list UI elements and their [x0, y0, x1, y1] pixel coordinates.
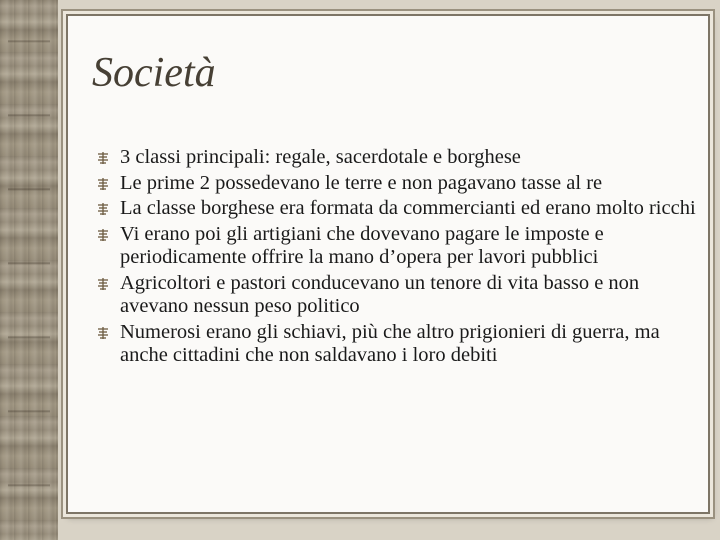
wheat-bullet-icon — [96, 228, 110, 242]
list-item — [96, 321, 696, 368]
bullet-text: La classe borghese era formata da commercianti ed erano molto ricchi — [120, 197, 696, 219]
list-item — [96, 272, 696, 319]
bullet-text: 3 classi principali: regale, sacerdotale e borghese — [120, 146, 521, 168]
wheat-bullet-icon — [96, 326, 110, 340]
wheat-bullet-icon — [96, 151, 110, 165]
list-item — [96, 197, 696, 221]
bullet-list — [96, 146, 696, 370]
bullet-text: Agricoltori e pastori conducevano un tenore di vita basso e non avevano nessun peso politico — [120, 271, 640, 317]
bullet-text: Vi erano poi gli artigiani che dovevano pagare le imposte e periodicamente offrire la mano d’opera per lavori pubblici — [120, 222, 604, 268]
wheat-bullet-icon — [96, 177, 110, 191]
wheat-bullet-icon — [96, 202, 110, 216]
wheat-bullet-icon — [96, 277, 110, 291]
list-item — [96, 172, 696, 196]
decorative-stone-strip — [0, 0, 58, 540]
list-item — [96, 223, 696, 270]
bullet-text: Le prime 2 possedevano le terre e non pagavano tasse al re — [120, 171, 603, 194]
bullet-text: Numerosi erano gli schiavi, più che altro prigionieri di guerra, ma anche cittadini che non saldavano i loro debiti — [120, 320, 660, 366]
slide-panel — [66, 14, 710, 514]
slide-title: Società — [92, 50, 216, 96]
list-item — [96, 146, 696, 170]
